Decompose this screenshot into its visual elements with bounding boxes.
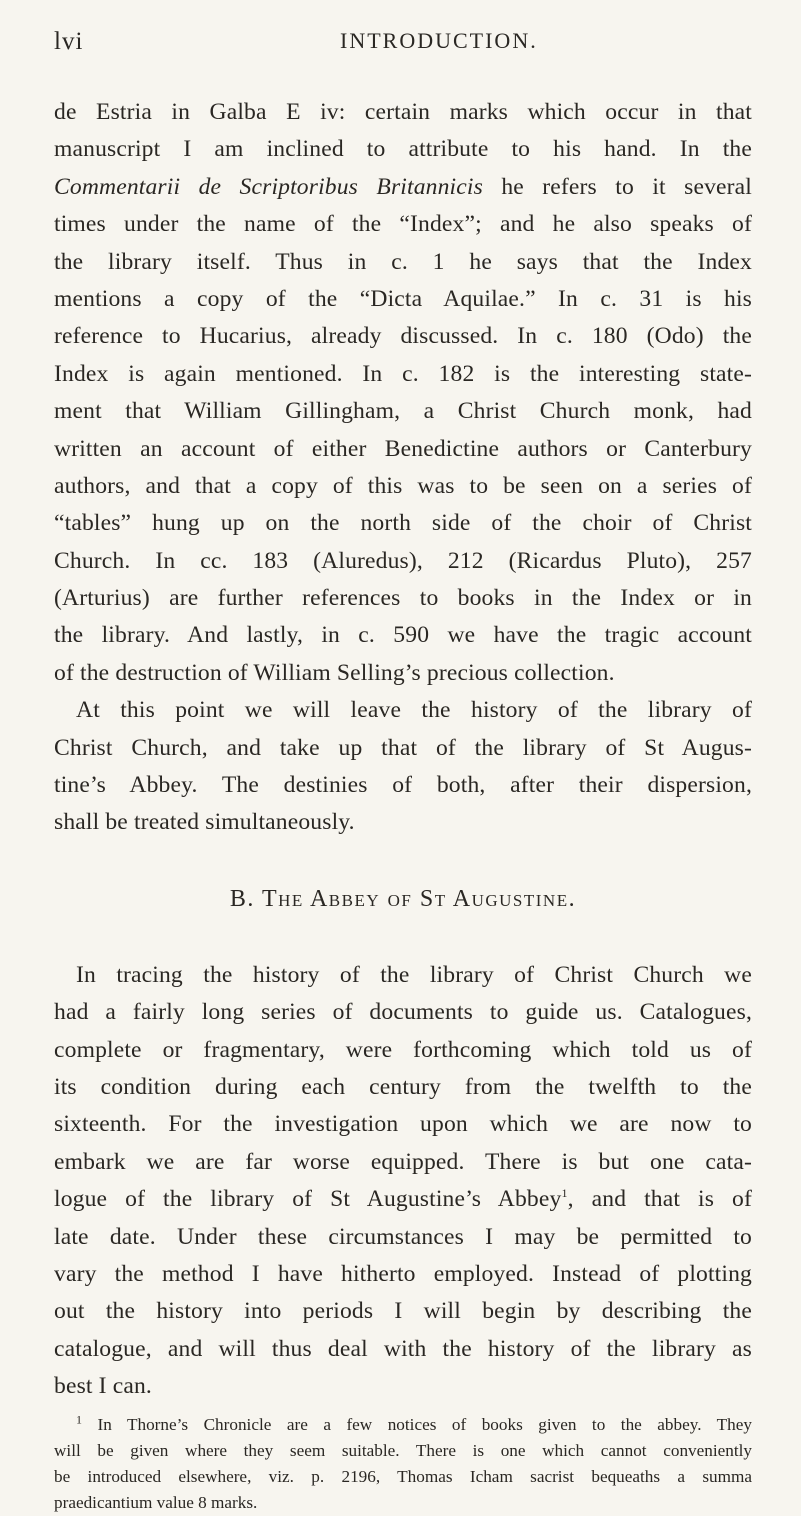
footnote-line: be introduced elsewhere, viz. p. 2196, Thomas Icham sacrist bequeaths a summa bbox=[54, 1466, 752, 1486]
text-line: tine’s Abbey. The destinies of both, after their dispersion, bbox=[54, 772, 752, 799]
text-line: embark we are far worse equipped. There is but one cata- bbox=[54, 1148, 752, 1175]
text-line: (Arturius) are further references to books in the Index or in bbox=[54, 585, 752, 612]
text-line bbox=[54, 169, 752, 206]
text-line: reference to Hucarius, already discussed. In c. 180 (Odo) the bbox=[54, 323, 752, 350]
text-line: of the destruction of William Selling’s precious collection. bbox=[54, 659, 615, 686]
section-heading: B. The Abbey of St Augustine. bbox=[229, 885, 577, 912]
text-line: manuscript I am inclined to attribute to his hand. In the bbox=[54, 136, 752, 163]
text-line: had a fairly long series of documents to guide us. Catalogues, bbox=[54, 999, 752, 1026]
footnote-line: will be given where they seem suitable. There is one which cannot conveniently bbox=[54, 1440, 752, 1460]
footnote-line bbox=[54, 1412, 752, 1438]
text-line: In tracing the history of the library of Christ Church we bbox=[76, 961, 752, 988]
page-number: lvi bbox=[54, 28, 84, 55]
running-title: INTRODUCTION. bbox=[340, 28, 538, 53]
footnote-line: praedicantium value 8 marks. bbox=[54, 1492, 258, 1512]
paragraph-2 bbox=[54, 692, 752, 842]
text-line: mentions a copy of the “Dicta Aquilae.” In c. 31 is his bbox=[54, 285, 752, 312]
text-line: times under the name of the “Index”; and he also speaks of bbox=[54, 211, 752, 238]
text-line: ment that William Gillingham, a Christ Church monk, had bbox=[54, 398, 752, 425]
paragraph-1 bbox=[54, 94, 752, 692]
text-line: Index is again mentioned. In c. 182 is the interesting state- bbox=[54, 360, 752, 387]
text-line-rest: he refers to it several bbox=[482, 173, 752, 200]
text-line-start: logue of the library of St Augustine’s Abbey bbox=[54, 1186, 562, 1213]
text-line: “tables” hung up on the north side of the choir of Christ bbox=[54, 510, 752, 537]
text-line: vary the method I have hitherto employed. Instead of plotting bbox=[54, 1260, 752, 1287]
text-line bbox=[54, 1181, 752, 1218]
text-line: At this point we will leave the history of the library of bbox=[76, 697, 752, 724]
text-line: the library. And lastly, in c. 590 we have the tragic account bbox=[54, 622, 752, 649]
italic-title: Commentarii de Scriptoribus Britannicis bbox=[54, 173, 483, 200]
text-line: the library itself. Thus in c. 1 he says that the Index bbox=[54, 248, 752, 275]
footnote bbox=[54, 1412, 752, 1516]
text-line: de Estria in Galba E iv: certain marks which occur in that bbox=[54, 99, 752, 125]
text-line: written an account of either Benedictine authors or Canterbury bbox=[54, 435, 752, 462]
footnote-marker: 1 bbox=[76, 1411, 82, 1426]
text-line: complete or fragmentary, were forthcoming which told us of bbox=[54, 1036, 752, 1063]
text-line: catalogue, and will thus deal with the history of the library as bbox=[54, 1335, 752, 1362]
page-body bbox=[54, 94, 752, 1516]
text-line-rest: , and that is of bbox=[567, 1186, 753, 1213]
footnote-reference[interactable]: 1 bbox=[561, 1186, 568, 1201]
text-line: authors, and that a copy of this was to be seen on a series of bbox=[54, 472, 752, 499]
paragraph-3 bbox=[54, 957, 752, 1406]
page-header bbox=[54, 28, 754, 58]
text-line: sixteenth. For the investigation upon which we are now to bbox=[54, 1111, 752, 1138]
text-line: best I can. bbox=[54, 1373, 152, 1400]
text-line: shall be treated simultaneously. bbox=[54, 809, 355, 836]
footnote-text: In Thorne’s Chronicle are a few notices of books given to the abbey. They bbox=[82, 1414, 752, 1434]
text-line: its condition during each century from the twelfth to the bbox=[54, 1073, 752, 1100]
text-line: out the history into periods I will begin by describing the bbox=[54, 1298, 752, 1325]
text-line: Church. In cc. 183 (Aluredus), 212 (Ricardus Pluto), 257 bbox=[54, 547, 752, 574]
text-line: late date. Under these circumstances I may be permitted to bbox=[54, 1223, 752, 1250]
text-line: Christ Church, and take up that of the library of St Augus- bbox=[54, 734, 752, 761]
